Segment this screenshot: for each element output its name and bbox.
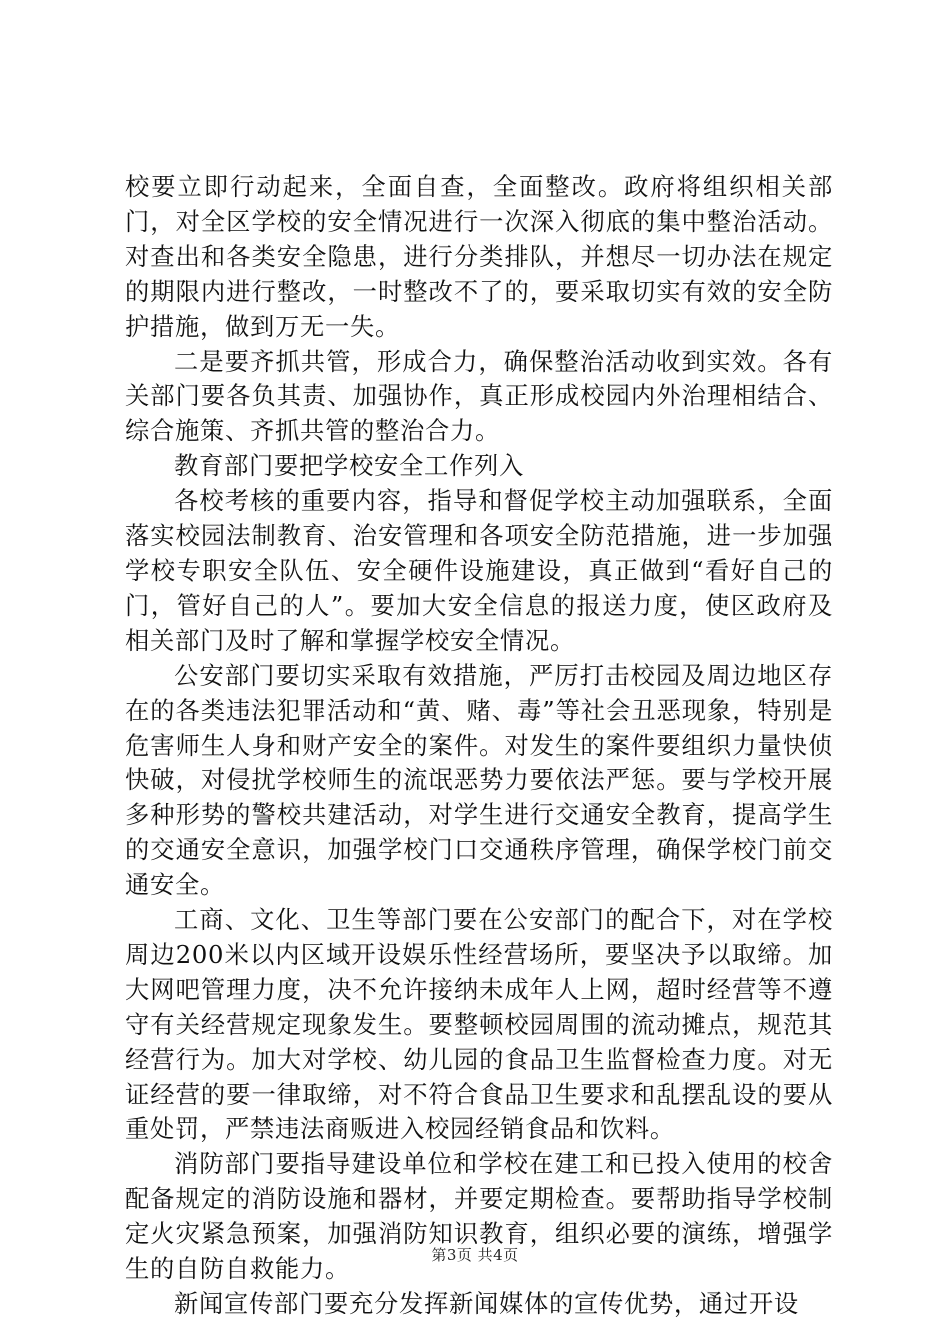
paragraph: 公安部门要切实采取有效措施，严厉打击校园及周边地区存在的各类违法犯罪活动和“黄、赌、毒”等社会丑恶现象，特别是危害师生人身和财产安全的案件。对发生的案件要组织力量快侦快破，对侵扰学校师生的流氓恶势力要依法严惩。要与学校开展多种形势的警校共建活动，对学生进行交通安全教育，提高学生的交通安全意识，加强学校门口交通秩序管理，确保学校门前交通安全。 [125,660,833,900]
paragraph: 工商、文化、卫生等部门要在公安部门的配合下，对在学校周边200米以内区域开设娱乐性经营场所，要坚决予以取缔。加大网吧管理力度，决不允许接纳未成年人上网，超时经营等不遵守有关经营规定现象发生。要整顿校园周围的流动摊点，规范其经营行为。加大对学校、幼儿园的食品卫生监督检查力度。对无证经营的要一律取缔，对不符合食品卫生要求和乱摆乱设的要从重处罚，严禁违法商贩进入校园经销食品和饮料。 [125,905,833,1144]
paragraph: 各校考核的重要内容，指导和督促学校主动加强联系，全面落实校园法制教育、治安管理和各项安全防范措施，进一步加强学校专职安全队伍、安全硬件设施建设，真正做到“看好自己的门，管好自己的人”。要加大安全信息的报送力度，使区政府及相关部门及时了解和掌握学校安全情况。 [125,486,833,655]
paragraph: 校要立即行动起来，全面自查，全面整改。政府将组织相关部门，对全区学校的安全情况进行一次深入彻底的集中整治活动。对查出和各类安全隐患，进行分类排队，并想尽一切办法在规定的期限内进行整改，一时整改不了的，要采取切实有效的安全防护措施，做到万无一失。 [125,172,833,341]
document-body [125,170,833,1322]
paragraph: 二是要齐抓共管，形成合力，确保整治活动收到实效。各有关部门要各负其责、加强协作，真正形成校园内外治理相结合、综合施策、齐抓共管的整治合力。 [125,346,833,446]
page-footer: 第3页 共4页 [431,1246,519,1264]
paragraph: 新闻宣传部门要充分发挥新闻媒体的宣传优势，通过开设 [174,1289,799,1318]
paragraph: 消防部门要指导建设单位和学校在建工和已投入使用的校舍配备规定的消防设施和器材，并要定期检查。要帮助指导学校制定火灾紧急预案，加强消防知识教育，组织必要的演练，增强学生的自防自救能力。 [125,1149,833,1284]
paragraph: 教育部门要把学校安全工作列入 [174,451,524,481]
